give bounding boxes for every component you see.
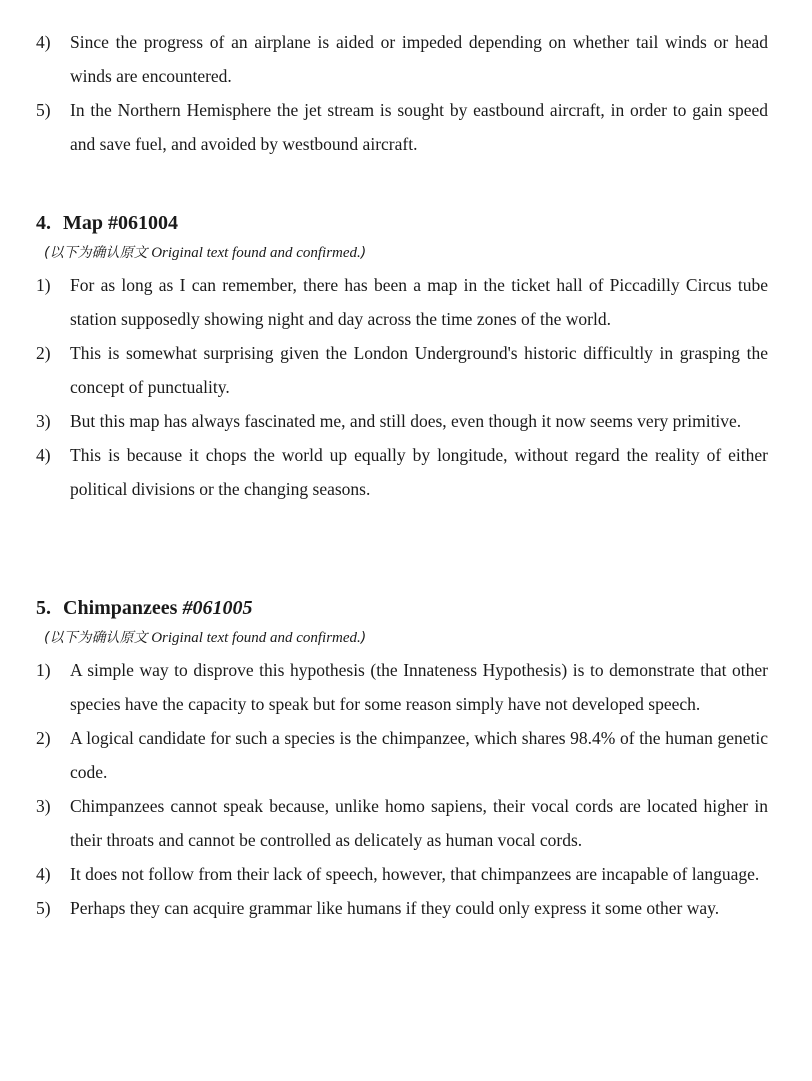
section-heading [36, 593, 812, 623]
section-title: Map #061004 [63, 212, 178, 234]
item-text: A logical candidate for such a species is the chimpanzee, which shares 98.4% of the human genetic code. [70, 728, 768, 782]
item-number: 2) [36, 728, 51, 748]
section-chimpanzees [0, 593, 812, 925]
item-number: 5) [36, 898, 51, 918]
section-map [0, 208, 812, 506]
note-close: ) [360, 630, 367, 646]
list-item [0, 93, 812, 161]
item-number: 4) [36, 32, 51, 52]
item-text: Since the progress of an airplane is aided or impeded depending on whether tail winds or head winds are encountered. [70, 32, 768, 86]
item-text: But this map has always fascinated me, and still does, even though it now seems very primitive. [70, 411, 742, 431]
section-number: 5. [36, 597, 51, 619]
intro-list [0, 25, 812, 161]
item-text: For as long as I can remember, there has been a map in the ticket hall of Piccadilly Circus tube station supposedly showing night and day across the time zones of the world. [70, 275, 768, 329]
note-chinese: (以下为确认原文 [44, 630, 148, 646]
item-text: Perhaps they can acquire grammar like humans if they could only express it some other way. [70, 898, 720, 918]
item-number: 4) [36, 445, 51, 465]
section-number: 4. [36, 212, 51, 234]
item-number: 3) [36, 796, 51, 816]
list-item [0, 336, 812, 404]
note-chinese: (以下为确认原文 [44, 245, 148, 261]
list-item [0, 721, 812, 789]
intro-list-block [0, 25, 812, 161]
item-number: 4) [36, 864, 51, 884]
item-number: 3) [36, 411, 51, 431]
list-item [0, 891, 812, 925]
list-item [0, 789, 812, 857]
section-list [0, 653, 812, 925]
list-item [0, 857, 812, 891]
item-text: A simple way to disprove this hypothesis (the Innateness Hypothesis) is to demonstrate that other species have the capacity to speak but for some reason simply have not developed speech. [70, 660, 768, 714]
item-number: 5) [36, 100, 51, 120]
list-item [0, 653, 812, 721]
section-title: Chimpanzees [63, 597, 183, 619]
section-title-code: #061005 [182, 597, 253, 619]
item-text: This is somewhat surprising given the London Underground's historic difficultly in grasping the concept of punctuality. [70, 343, 768, 397]
item-number: 2) [36, 343, 51, 363]
confirmation-note [44, 238, 812, 268]
list-item [0, 268, 812, 336]
item-text: In the Northern Hemisphere the jet stream is sought by eastbound aircraft, in order to gain speed and save fuel, and avoided by westbound aircraft. [70, 100, 768, 154]
note-english: Original text found and confirmed. [147, 630, 361, 646]
item-text: This is because it chops the world up equally by longitude, without regard the reality of either political divisions or the changing seasons. [70, 445, 768, 499]
section-heading [36, 208, 812, 238]
list-item [0, 404, 812, 438]
note-english: Original text found and confirmed. [147, 245, 361, 261]
item-text: Chimpanzees cannot speak because, unlike homo sapiens, their vocal cords are located higher in their throats and cannot be controlled as delicately as human vocal cords. [70, 796, 768, 850]
list-item [0, 438, 812, 506]
section-list [0, 268, 812, 506]
confirmation-note [44, 623, 812, 653]
note-close: ) [360, 245, 367, 261]
item-text: It does not follow from their lack of speech, however, that chimpanzees are incapable of language. [70, 864, 760, 884]
item-number: 1) [36, 275, 51, 295]
item-number: 1) [36, 660, 51, 680]
list-item [0, 25, 812, 93]
